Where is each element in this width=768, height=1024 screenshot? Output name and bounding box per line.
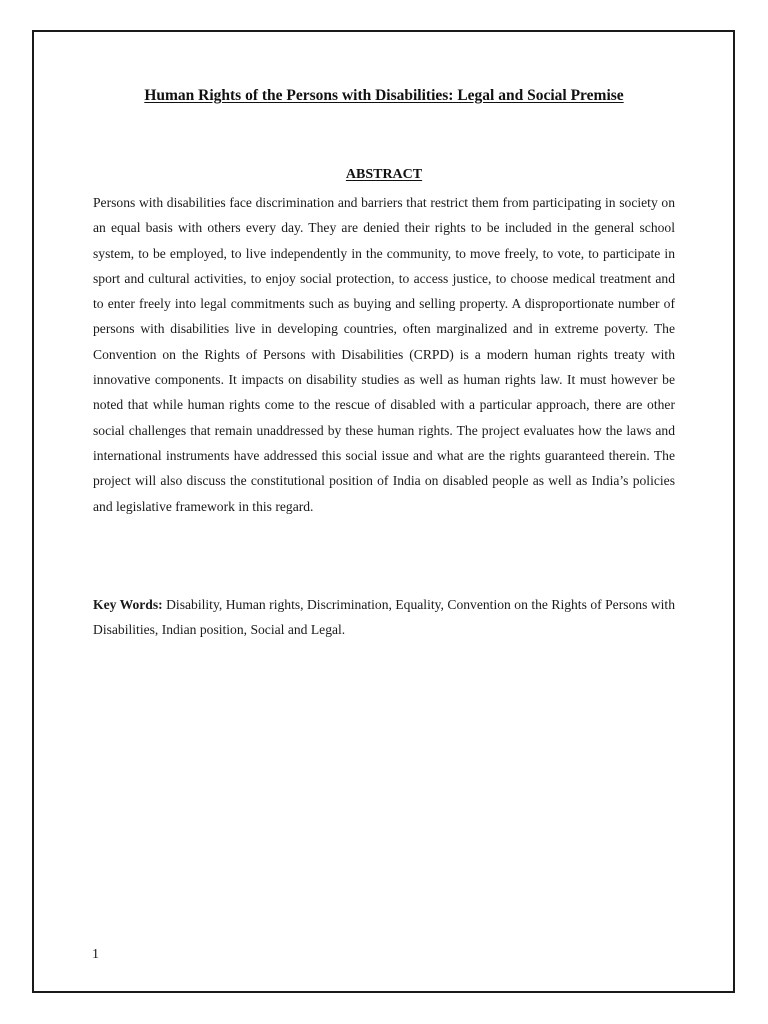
page-number: 1	[92, 947, 99, 962]
keywords-paragraph	[93, 592, 675, 643]
keywords-text: Disability, Human rights, Discrimination, Equality, Convention on the Rights of Persons with Disabilities, Indian position, Social and Legal.	[93, 597, 676, 638]
abstract-heading: ABSTRACT	[345, 167, 423, 182]
abstract-paragraph: Persons with disabilities face discrimination and barriers that restrict them from participating in society on an equal basis with others every day. They are denied their rights to be included in the general school system, to be employed, to live independently in the community, to move freely, to vote, to participate in sport and cultural activities, to enjoy social protection, to access justice, to choose medical treatment and to enter freely into legal commitments such as buying and selling property. A disproportionate number of persons with disabilities live in developing countries, often marginalized and in extreme poverty. The Convention on the Rights of Persons with Disabilities (CRPD) is a modern human rights treaty with innovative components. It impacts on disability studies as well as human rights law. It must however be noted that while human rights come to the rescue of disabled with a particular approach, there are other social challenges that remain unaddressed by these human rights. The project evaluates how the laws and international instruments have addressed this social issue and what are the rights guaranteed therein. The project will also discuss the constitutional position of India on disabled people as well as India’s policies and legislative framework in this regard.	[93, 195, 675, 514]
document-title: Human Rights of the Persons with Disabilities: Legal and Social Premise	[144, 87, 624, 104]
keywords-label: Key Words:	[93, 597, 163, 612]
